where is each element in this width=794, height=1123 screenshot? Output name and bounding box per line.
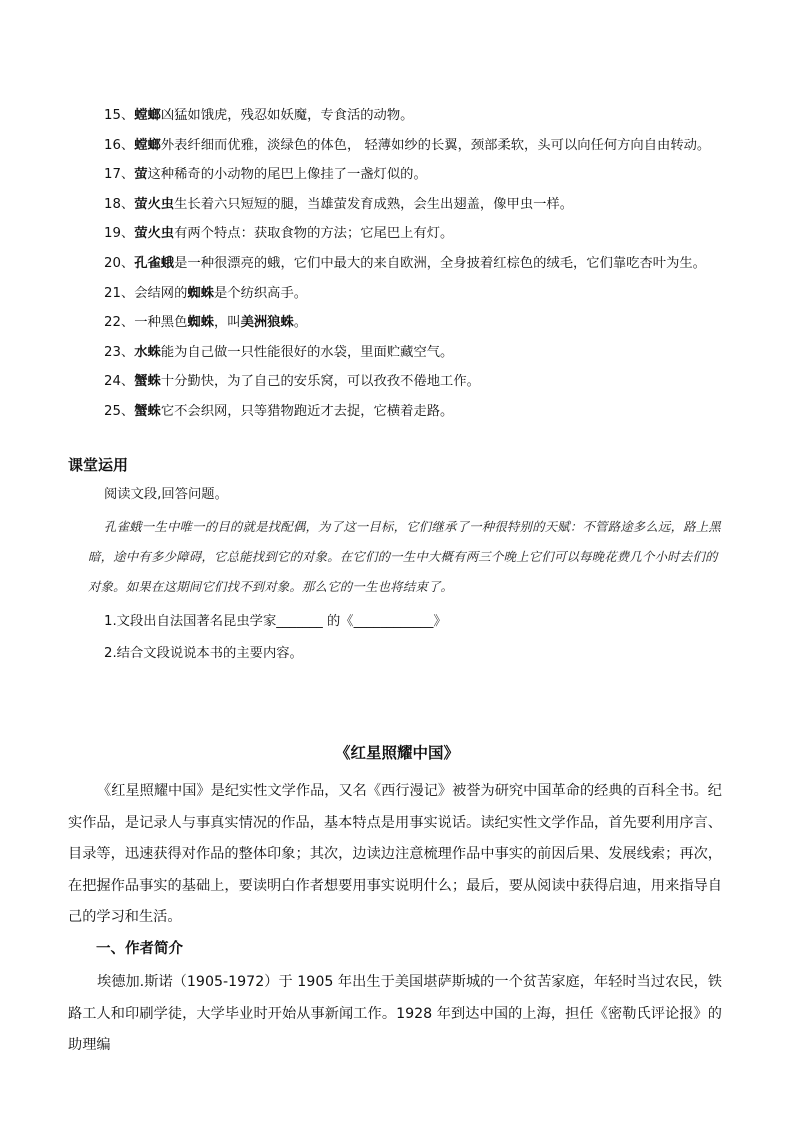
book-title: 《红星照耀中国》 bbox=[334, 744, 459, 762]
author-bio-paragraph: 埃德加.斯诺（1905-1972）于 1905 年出生于美国堪萨斯城的一个贫苦家庭，年轻时当过农民，铁路工人和印刷学徒，大学毕业时开始从事新闻工作。1928 年到达中国的上海，担任《密勒氏评论报》的助理编 bbox=[68, 974, 722, 1053]
list-item: 24、蟹蛛十分勤快，为了自己的安乐窝，可以孜孜不倦地工作。 bbox=[104, 374, 480, 390]
list-item: 17、萤这种稀奇的小动物的尾巴上像挂了一盏灯似的。 bbox=[104, 167, 427, 183]
list-item: 15、螳螂凶猛如饿虎，残忍如妖魔，专食活的动物。 bbox=[104, 108, 414, 123]
author-heading: 一、作者简介 bbox=[96, 941, 183, 957]
list-item: 19、萤火虫有两个特点：获取食物的方法；它尾巴上有灯。 bbox=[104, 226, 454, 242]
list-item: 25、蟹蛛它不会织网，只等猎物跑近才去捉，它横着走路。 bbox=[104, 403, 454, 419]
question-1: 1.文段出自法国著名昆虫学家_______ 的《____________》 bbox=[104, 614, 447, 629]
list-item: 18、萤火虫生长着六只短短的腿，当雄萤发育成熟，会生出翅盖，像甲虫一样。 bbox=[104, 196, 574, 212]
list-item: 21、会结网的蜘蛛是个纺织高手。 bbox=[104, 285, 308, 301]
reading-instruction: 阅读文段,回答问题。 bbox=[104, 487, 228, 502]
reading-passage: 孔雀蛾一生中唯一的目的就是找配偶，为了这一目标，它们继承了一种很特别的天赋：不管路途多么远，路上黑暗，途中有多少障碍，它总能找到它的对象。在它们的一生中大概有两三个晚上它们可以每晚花费几个小时去们的对象。如果在这期间它们找不到对象。那么它的一生也将结束了。 bbox=[88, 519, 721, 594]
list-item: 22、一种黑色蜘蛛，叫美洲狼蛛。 bbox=[104, 315, 308, 331]
list-item: 20、孔雀蛾是一种很漂亮的蛾，它们中最大的来自欧洲，全身披着红棕色的绒毛，它们靠吃杏叶为生。 bbox=[104, 255, 706, 271]
insect-facts-list bbox=[104, 101, 744, 427]
list-item: 16、螳螂外表纤细而优雅，淡绿色的体色， 轻薄如纱的长翼，颈部柔软，头可以向任何方向自由转动。 bbox=[104, 137, 711, 153]
section-heading: 课堂运用 bbox=[68, 456, 129, 474]
question-2: 2.结合文段说说本书的主要内容。 bbox=[104, 646, 303, 661]
list-item: 23、水蛛能为自己做一只性能很好的水袋，里面贮藏空气。 bbox=[104, 344, 454, 360]
book-intro-paragraph: 《红星照耀中国》是纪实性文学作品，又名《西行漫记》被誉为研究中国革命的经典的百科全书。纪实作品，是记录人与事真实情况的作品，基本特点是用事实说话。读纪实性文学作品，首先要利用序言、目录等，迅速获得对作品的整体印象；其次，边读边注意梳理作品中事实的前因后果、发展线索；再次，在把握作品事实的基础上，要读明白作者想要用事实说明什么；最后，要从阅读中获得启迪，用来指导自己的学习和生活。 bbox=[68, 783, 722, 925]
